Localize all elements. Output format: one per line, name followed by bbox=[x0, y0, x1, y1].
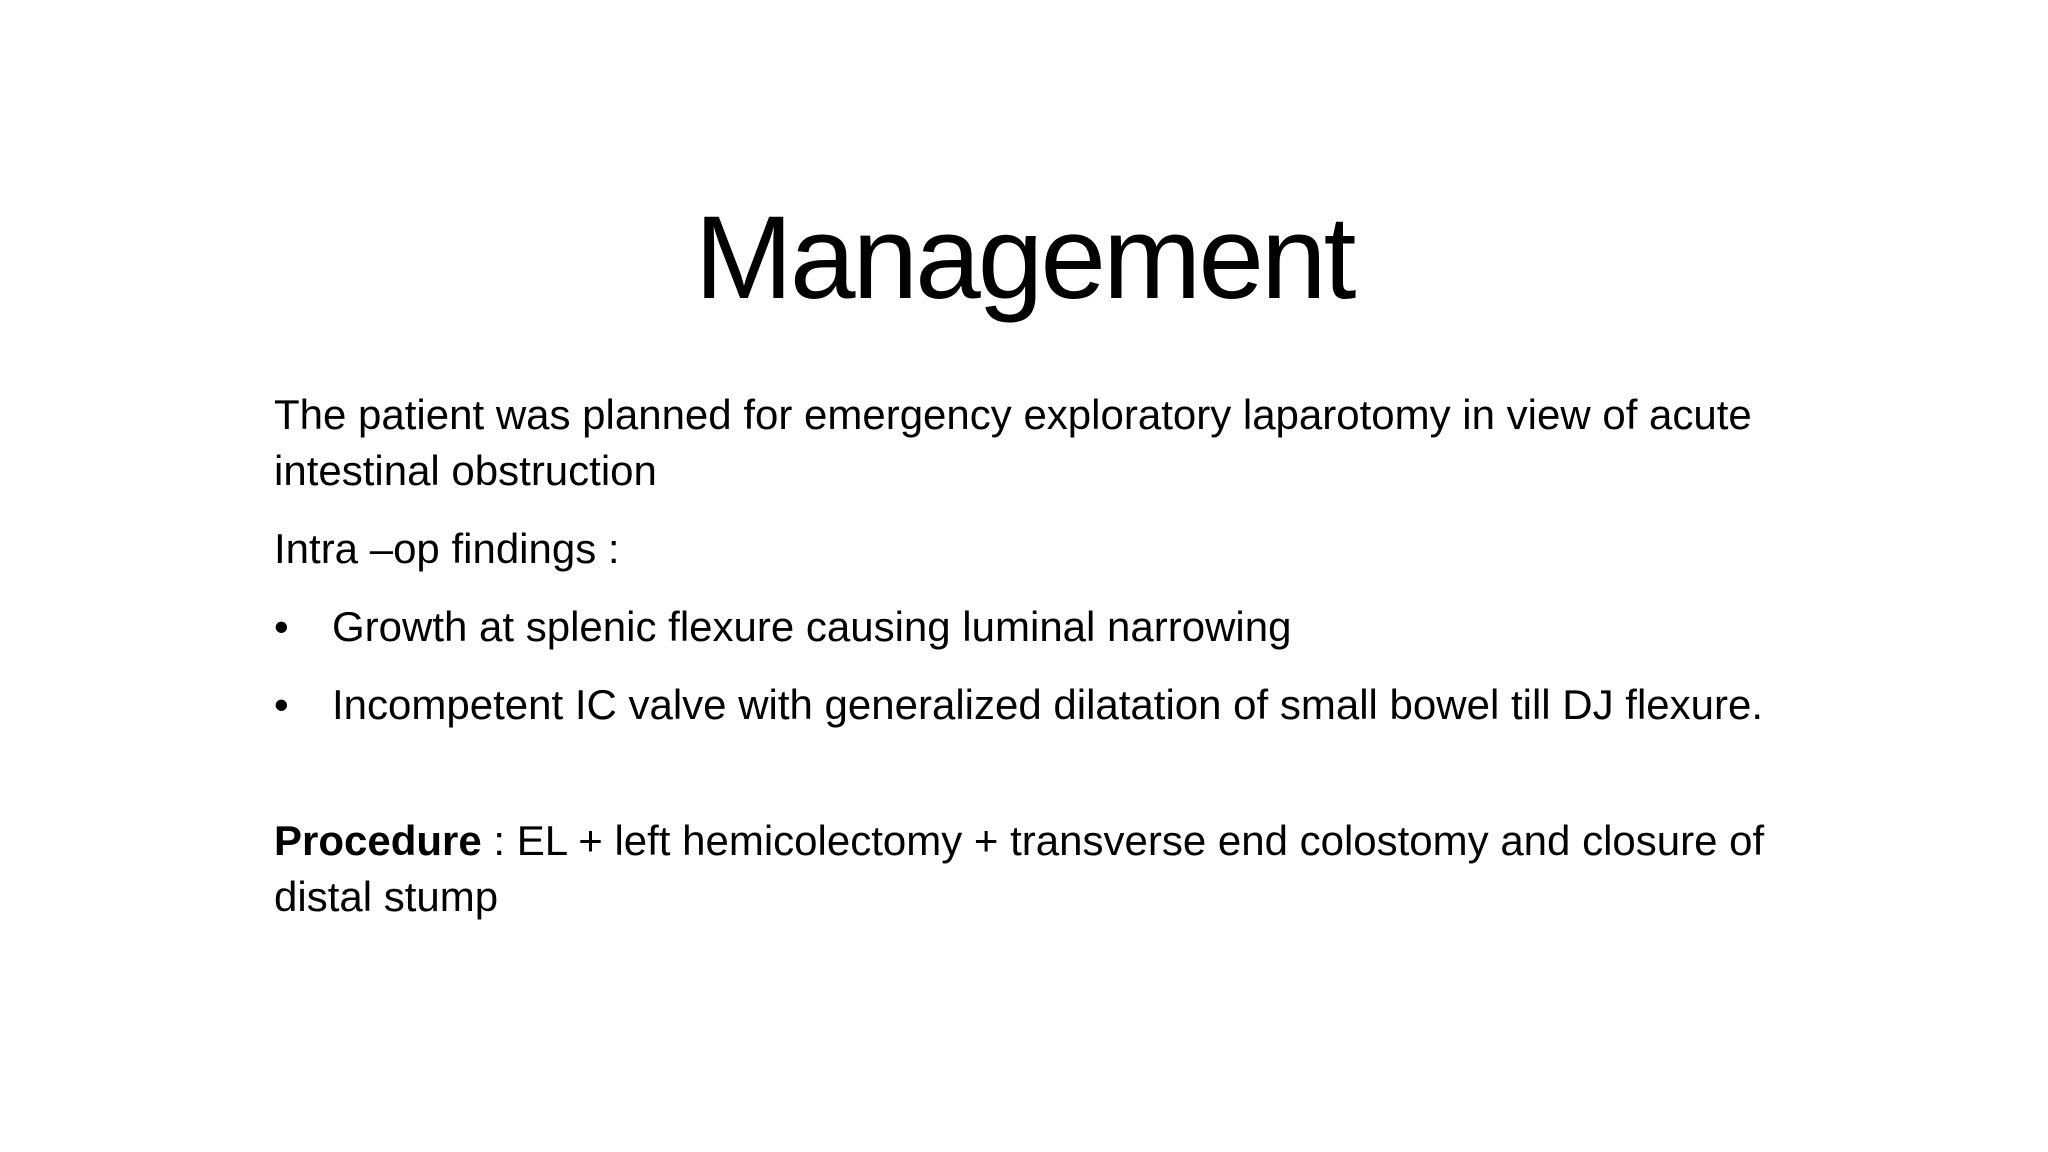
finding-text: Growth at splenic flexure causing luminal narrowing bbox=[332, 603, 1292, 650]
procedure-paragraph bbox=[274, 813, 1794, 925]
finding-item bbox=[274, 599, 1794, 655]
bullet-icon: • bbox=[274, 603, 289, 650]
intro-paragraph: The patient was planned for emergency exploratory laparotomy in view of acute intestinal obstruction bbox=[274, 391, 1752, 494]
slide-title: Management bbox=[694, 192, 1354, 324]
finding-item bbox=[274, 677, 1794, 733]
procedure-text: EL + left hemicolectomy + transverse end colostomy and closure of distal stump bbox=[274, 817, 1765, 920]
bullet-icon: • bbox=[274, 681, 289, 728]
finding-text: Incompetent IC valve with generalized dilatation of small bowel till DJ flexure. bbox=[332, 681, 1764, 728]
procedure-label: Procedure bbox=[274, 817, 482, 864]
procedure-separator: : bbox=[481, 817, 517, 864]
slide-body bbox=[274, 387, 1794, 925]
findings-heading: Intra –op findings : bbox=[274, 525, 620, 572]
